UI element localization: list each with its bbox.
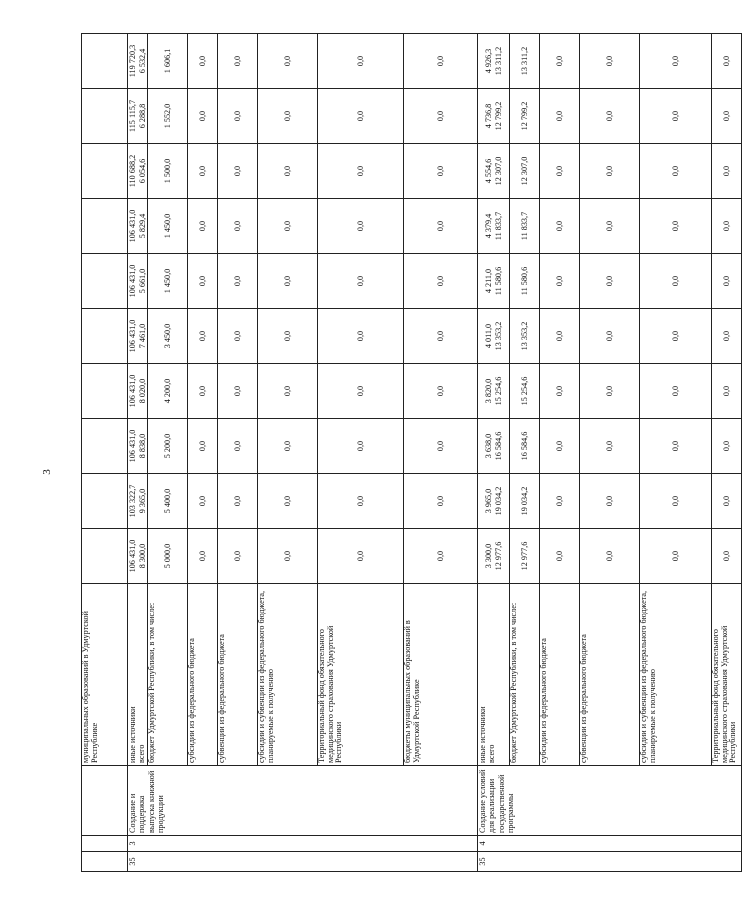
value-cell: 0,0 <box>318 474 404 529</box>
value-cell: 0,0 <box>640 364 712 419</box>
value-label: 6 288,8 <box>137 103 147 129</box>
value-cell: 0,0 <box>540 419 580 474</box>
value-cell: 0,0 <box>640 144 712 199</box>
value-label: 12 307,0 <box>493 156 503 186</box>
value-cell: 0,0 <box>188 89 218 144</box>
value-cell: 0,0 <box>258 529 318 584</box>
source-cell: субсидии из федерального бюджета <box>540 584 580 766</box>
value-cell-pair <box>478 474 510 529</box>
value-cell: 11 833,7 <box>510 199 540 254</box>
value-label: 3 638,0 <box>484 433 494 459</box>
empty-cell <box>82 529 128 584</box>
empty-cell <box>82 419 128 474</box>
value-cell: 0,0 <box>580 89 640 144</box>
subprogram-name-cell: Создание и поддержка выпуска книжной продукции <box>128 766 478 836</box>
value-cell: 0,0 <box>404 144 478 199</box>
value-cell: 12 307,0 <box>510 144 540 199</box>
value-cell: 0,0 <box>258 474 318 529</box>
value-label: 103 322,7 <box>128 484 138 518</box>
value-cell: 1 450,0 <box>148 254 188 309</box>
source-label: иные источники <box>478 706 487 763</box>
value-cell: 0,0 <box>712 89 742 144</box>
value-label: 106 431,0 <box>128 319 138 353</box>
value-cell: 0,0 <box>540 309 580 364</box>
value-label: 4 011,0 <box>484 323 494 349</box>
value-cell: 0,0 <box>404 89 478 144</box>
source-cell: бюджеты муниципальных образований в Удмуртской Республике <box>404 584 478 766</box>
value-cell: 0,0 <box>258 419 318 474</box>
value-label: 9 365,0 <box>137 488 147 514</box>
value-label: 15 254,6 <box>493 376 503 406</box>
table-row <box>128 34 148 872</box>
source-cell: бюджет Удмуртской Республики, в том числе: <box>148 584 188 766</box>
value-cell: 0,0 <box>404 199 478 254</box>
value-label: 8 838,0 <box>137 433 147 459</box>
value-cell-pair <box>128 144 148 199</box>
value-label: 4 736,8 <box>484 103 494 129</box>
value-label: 106 431,0 <box>128 209 138 243</box>
value-cell: 0,0 <box>404 254 478 309</box>
value-cell: 0,0 <box>580 34 640 89</box>
value-cell: 13 311,2 <box>510 34 540 89</box>
value-label: 5 661,0 <box>137 268 147 294</box>
value-cell: 0,0 <box>712 144 742 199</box>
value-cell: 0,0 <box>540 34 580 89</box>
table-row <box>218 34 258 872</box>
subprogram-number-cell: 3 <box>128 836 478 852</box>
value-label: 4 379,4 <box>484 213 494 239</box>
value-cell: 0,0 <box>318 309 404 364</box>
value-cell: 0,0 <box>218 89 258 144</box>
value-cell: 0,0 <box>318 89 404 144</box>
value-cell: 0,0 <box>640 199 712 254</box>
value-cell: 0,0 <box>318 364 404 419</box>
continuation-row <box>82 34 128 872</box>
value-cell: 0,0 <box>540 474 580 529</box>
value-cell-pair <box>128 419 148 474</box>
source-cell: Территориальный фонд обязательного медицинского страхования Удмуртской Республики <box>318 584 404 766</box>
subprogram-number-cell: 4 <box>478 836 742 852</box>
empty-cell <box>82 766 128 836</box>
value-cell: 0,0 <box>712 199 742 254</box>
value-cell: 12 977,6 <box>510 529 540 584</box>
value-label: 106 431,0 <box>128 264 138 298</box>
value-cell: 0,0 <box>218 364 258 419</box>
value-cell: 0,0 <box>318 529 404 584</box>
value-cell: 0,0 <box>580 254 640 309</box>
value-cell: 0,0 <box>540 529 580 584</box>
value-cell: 0,0 <box>258 254 318 309</box>
value-cell-pair <box>478 89 510 144</box>
source-label: всего <box>487 744 497 763</box>
value-label: 8 300,0 <box>137 543 147 569</box>
value-label: 4 211,0 <box>484 268 494 294</box>
value-cell: 0,0 <box>712 419 742 474</box>
value-cell-pair <box>478 309 510 364</box>
value-cell: 0,0 <box>580 529 640 584</box>
source-cell: Территориальный фонд обязательного медицинского страхования Удмуртской Республики <box>712 584 742 766</box>
table-row <box>478 34 510 872</box>
value-label: 115 115,7 <box>128 99 138 133</box>
value-cell: 0,0 <box>188 474 218 529</box>
value-cell: 0,0 <box>580 474 640 529</box>
value-cell: 0,0 <box>404 34 478 89</box>
value-label: 5 829,4 <box>137 213 147 239</box>
table-row <box>258 34 318 872</box>
value-cell: 0,0 <box>640 529 712 584</box>
value-cell: 0,0 <box>712 529 742 584</box>
value-cell: 0,0 <box>218 34 258 89</box>
empty-cell <box>82 364 128 419</box>
source-label: всего <box>137 744 147 763</box>
empty-cell <box>82 309 128 364</box>
value-cell: 0,0 <box>188 144 218 199</box>
value-cell: 0,0 <box>640 419 712 474</box>
value-cell-pair <box>128 474 148 529</box>
value-label: 110 688,2 <box>128 154 138 188</box>
program-code-cell: 35 <box>128 852 478 872</box>
value-label: 11 580,6 <box>493 266 503 296</box>
value-cell: 0,0 <box>258 89 318 144</box>
empty-cell <box>82 144 128 199</box>
value-cell-pair <box>128 199 148 254</box>
value-label: 106 431,0 <box>128 429 138 463</box>
value-label: 7 461,0 <box>137 323 147 349</box>
value-cell: 0,0 <box>218 474 258 529</box>
value-cell: 0,0 <box>404 364 478 419</box>
value-cell-pair <box>478 144 510 199</box>
value-cell: 0,0 <box>188 199 218 254</box>
value-cell: 0,0 <box>318 199 404 254</box>
value-cell: 0,0 <box>540 89 580 144</box>
empty-cell <box>82 34 128 89</box>
value-cell: 0,0 <box>640 254 712 309</box>
value-cell: 0,0 <box>188 419 218 474</box>
value-cell-pair <box>478 34 510 89</box>
value-cell: 1 500,0 <box>148 144 188 199</box>
value-cell: 4 200,0 <box>148 364 188 419</box>
value-cell: 1 450,0 <box>148 199 188 254</box>
table-row <box>580 34 640 872</box>
empty-cell <box>82 836 128 852</box>
value-label: 16 584,6 <box>493 431 503 461</box>
table-row <box>188 34 218 872</box>
value-cell: 0,0 <box>258 144 318 199</box>
source-cell: субсидии и субвенции из федерального бюджета, планируемые к получению <box>258 584 318 766</box>
value-cell: 12 799,2 <box>510 89 540 144</box>
value-cell: 19 034,2 <box>510 474 540 529</box>
program-code-cell: 35 <box>478 852 742 872</box>
value-cell-pair <box>478 364 510 419</box>
value-cell: 0,0 <box>218 529 258 584</box>
table-row <box>510 34 540 872</box>
value-cell-pair <box>128 529 148 584</box>
source-cell: субвенции из федерального бюджета <box>580 584 640 766</box>
value-cell: 0,0 <box>404 419 478 474</box>
value-cell: 0,0 <box>188 254 218 309</box>
empty-cell <box>82 474 128 529</box>
source-cell: субсидии из федерального бюджета <box>188 584 218 766</box>
empty-cell <box>82 852 128 872</box>
value-cell: 0,0 <box>218 419 258 474</box>
page-number: 3 <box>40 469 53 475</box>
value-cell-pair <box>128 309 148 364</box>
value-cell: 5 400,0 <box>148 474 188 529</box>
value-label: 4 926,3 <box>484 48 494 74</box>
value-cell: 0,0 <box>640 89 712 144</box>
value-label: 3 965,0 <box>484 488 494 514</box>
table-row <box>318 34 404 872</box>
value-cell: 0,0 <box>540 199 580 254</box>
value-cell: 0,0 <box>318 254 404 309</box>
value-cell: 0,0 <box>404 529 478 584</box>
table-row <box>148 34 188 872</box>
value-cell: 0,0 <box>712 474 742 529</box>
value-cell: 0,0 <box>258 364 318 419</box>
value-cell: 0,0 <box>258 34 318 89</box>
source-cell-pair <box>128 584 148 766</box>
value-label: 19 034,2 <box>493 486 503 516</box>
value-label: 119 720,3 <box>128 44 138 78</box>
value-cell: 0,0 <box>318 34 404 89</box>
value-cell: 0,0 <box>188 309 218 364</box>
value-cell: 0,0 <box>188 364 218 419</box>
value-cell: 0,0 <box>218 254 258 309</box>
value-cell: 0,0 <box>258 309 318 364</box>
value-label: 4 554,6 <box>484 158 494 184</box>
value-cell: 0,0 <box>712 309 742 364</box>
value-cell: 0,0 <box>712 34 742 89</box>
value-cell-pair <box>128 254 148 309</box>
value-cell: 13 353,2 <box>510 309 540 364</box>
value-cell: 0,0 <box>540 144 580 199</box>
value-label: 106 431,0 <box>128 539 138 573</box>
value-cell: 0,0 <box>188 34 218 89</box>
value-cell: 0,0 <box>218 199 258 254</box>
rotated-page <box>81 34 738 872</box>
value-label: 6 532,4 <box>137 48 147 74</box>
value-cell-pair <box>128 89 148 144</box>
value-cell: 0,0 <box>640 34 712 89</box>
value-cell: 0,0 <box>712 254 742 309</box>
value-cell: 0,0 <box>218 309 258 364</box>
value-cell-pair <box>128 34 148 89</box>
value-cell-pair <box>478 199 510 254</box>
funding-table <box>81 33 742 872</box>
source-cell: бюджет Удмуртской Республики, в том числе: <box>510 584 540 766</box>
value-cell: 0,0 <box>580 199 640 254</box>
value-label: 8 020,0 <box>137 378 147 404</box>
value-cell: 0,0 <box>580 144 640 199</box>
table-row <box>712 34 742 872</box>
table-row <box>404 34 478 872</box>
value-cell: 0,0 <box>258 199 318 254</box>
value-cell: 0,0 <box>580 419 640 474</box>
value-cell: 0,0 <box>640 309 712 364</box>
value-cell: 0,0 <box>712 364 742 419</box>
value-cell: 0,0 <box>540 254 580 309</box>
value-cell-pair <box>478 529 510 584</box>
value-cell: 0,0 <box>318 419 404 474</box>
source-cell: субсидии и субвенции из федерального бюджета, планируемые к получению <box>640 584 712 766</box>
value-cell: 15 254,6 <box>510 364 540 419</box>
subprogram-name-cell: Создание условий для реализации государственной программы <box>478 766 742 836</box>
empty-cell <box>82 89 128 144</box>
empty-cell <box>82 199 128 254</box>
value-label: 12 977,6 <box>493 541 503 571</box>
empty-cell <box>82 254 128 309</box>
value-cell-pair <box>478 254 510 309</box>
value-cell: 0,0 <box>580 364 640 419</box>
value-label: 12 799,2 <box>493 101 503 131</box>
value-cell: 0,0 <box>640 474 712 529</box>
value-cell: 11 580,6 <box>510 254 540 309</box>
value-label: 3 820,0 <box>484 378 494 404</box>
value-label: 106 431,0 <box>128 374 138 408</box>
table-row <box>640 34 712 872</box>
value-cell: 1 552,0 <box>148 89 188 144</box>
value-label: 3 300,0 <box>484 543 494 569</box>
value-cell: 5 200,0 <box>148 419 188 474</box>
value-cell: 1 606,1 <box>148 34 188 89</box>
source-cell: муниципальных образований в Удмуртской Республике <box>82 584 128 766</box>
value-cell: 0,0 <box>218 144 258 199</box>
value-cell-pair <box>128 364 148 419</box>
value-cell: 0,0 <box>318 144 404 199</box>
value-cell: 16 584,6 <box>510 419 540 474</box>
source-label: иные источники <box>128 706 137 763</box>
value-cell: 0,0 <box>580 309 640 364</box>
source-cell: субвенции из федерального бюджета <box>218 584 258 766</box>
value-cell: 0,0 <box>404 309 478 364</box>
value-label: 13 311,2 <box>493 46 503 76</box>
value-cell-pair <box>478 419 510 474</box>
table-body <box>82 34 742 872</box>
value-cell: 0,0 <box>404 474 478 529</box>
value-cell: 0,0 <box>540 364 580 419</box>
source-cell-pair <box>478 584 510 766</box>
value-label: 6 054,6 <box>137 158 147 184</box>
value-cell: 0,0 <box>188 529 218 584</box>
value-label: 13 353,2 <box>493 321 503 351</box>
value-label: 11 833,7 <box>493 211 503 241</box>
value-cell: 5 000,0 <box>148 529 188 584</box>
value-cell: 3 450,0 <box>148 309 188 364</box>
table-row <box>540 34 580 872</box>
